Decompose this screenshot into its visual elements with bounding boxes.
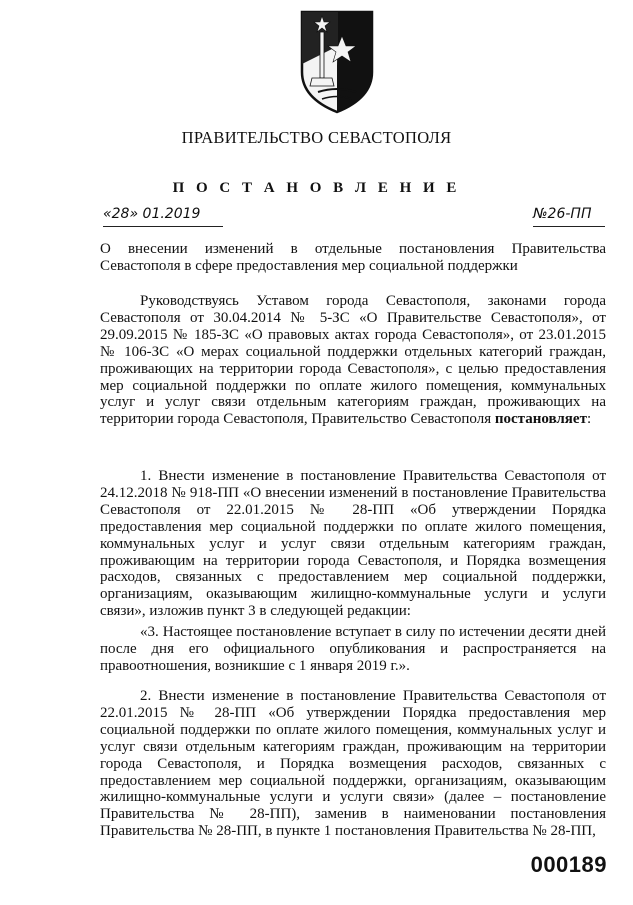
preamble-paragraph xyxy=(100,293,606,428)
preamble-colon: : xyxy=(586,411,592,428)
item-2-paragraph: 2. Внести изменение в постановление Правительства Севастополя от 22.01.2015 № 28-ПП «Об утверждении Порядка предоставления мер социальной поддержки по оплате жилого помещения, коммунальных услуг и услуг связи отдельным категориям граждан, проживающим на территории города Севастополя, и Порядка возмещения расходов, связанных с предоставлением мер социальной поддержки, организациям, оказывающим жилищно-коммунальные услуги и услуги связи» (далее – постановление Правительства № 28-ПП), заменив в наименовании постановления Правительства № 28-ПП, в пункте 1 постановления Правительства № 28-ПП, xyxy=(100,688,606,840)
serial-stamp: 000189 xyxy=(530,852,607,877)
government-name: ПРАВИТЕЛЬСТВО СЕВАСТОПОЛЯ xyxy=(181,128,452,147)
preamble-text: Руководствуясь Уставом города Севастополя, законами города Севастополя от 30.04.2014 № 5-ЗС «О Правительстве Севастополя», от 29.09.2015 № 185-ЗС «О правовых актах города Севастополя», от 23.01.2015 № 106-ЗС «О мерах социальной поддержки отдельных категорий граждан, проживающих на территории города Севастополя», с целью предоставления мер социальной поддержки по оплате жилого помещения, коммунальных услуг и услуг связи отдельным категориям граждан, проживающих на территории города Севастополя, Правительство Севастополя xyxy=(100,293,606,428)
item-1-paragraph: 1. Внести изменение в постановление Правительства Севастополя от 24.12.2018 № 918-ПП «О внесении изменений в постановление Правительства Севастополя от 22.01.2015 № 28-ПП «Об утверждении Порядка предоставления мер социальной поддержки по оплате жилого помещения, коммунальных услуг и услуг связи отдельным категориям граждан, проживающим на территории города Севастополя, и Порядка возмещения расходов, связанных с предоставлением мер социальной поддержки, организациям, оказывающим жилищно-коммунальные услуги и услуги связи», изложив пункт 3 в следующей редакции: xyxy=(100,468,606,620)
document-type: П О С Т А Н О В Л Е Н И Е xyxy=(172,180,461,196)
document-number: №26-ПП xyxy=(533,206,605,227)
quoted-clause-paragraph: «3. Настоящее постановление вступает в силу по истечении десяти дней после дня его официального опубликования и распространяется на правоотношения, возникшие с 1 января 2019 г.». xyxy=(100,624,606,674)
document-date: «28» 01.2019 xyxy=(103,206,223,227)
sevastopol-coat-of-arms xyxy=(298,6,376,116)
resolves-keyword: постановляет xyxy=(494,411,587,428)
document-subject: О внесении изменений в отдельные постановления Правительства Севастополя в сфере предоставления мер социальной поддержки xyxy=(100,241,606,274)
